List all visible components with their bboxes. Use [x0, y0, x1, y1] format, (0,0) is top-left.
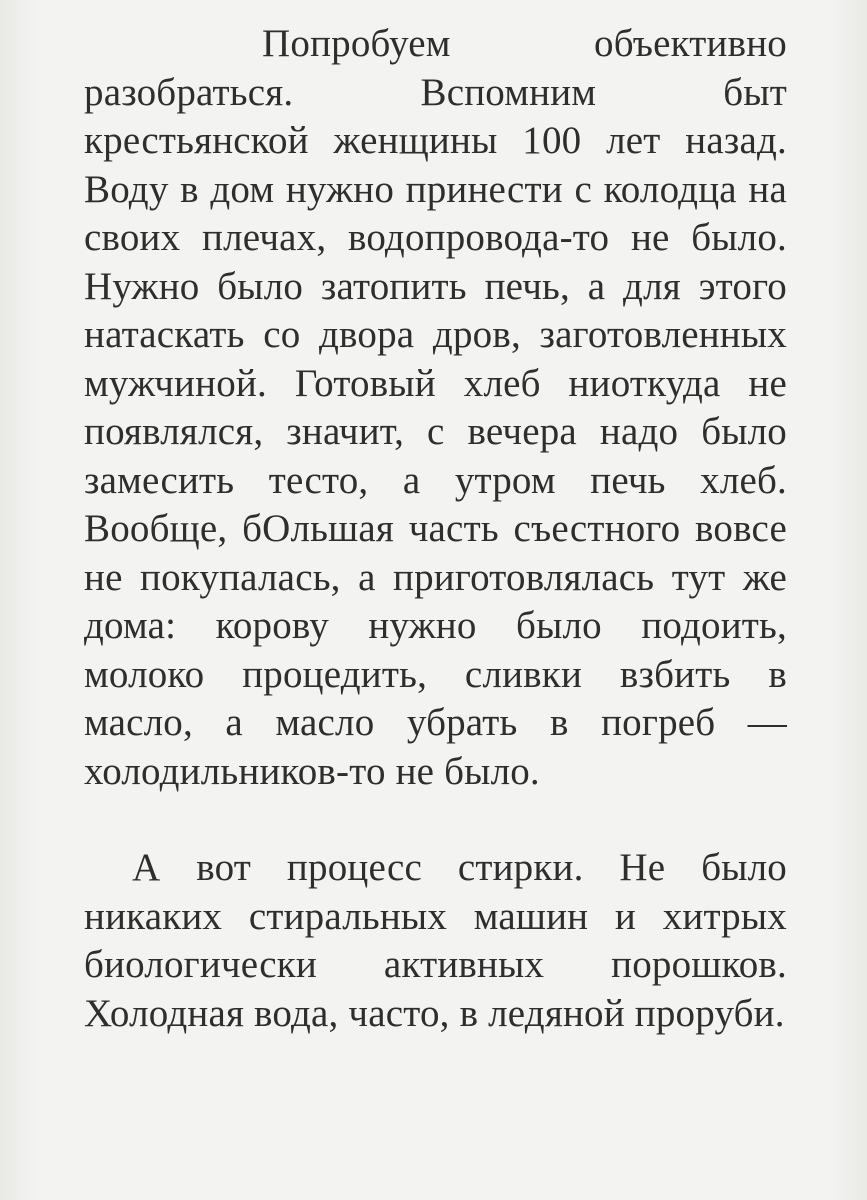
paragraph-2: А вот процесс стирки. Не было никаких стиральных машин и хитрых биологически активных порошков. Холодная вода, часто, в ледяной проруби.	[84, 846, 787, 1035]
text-column	[84, 20, 787, 1038]
paragraph-1: Попробуем объективно разобраться. Вспомним быт крестьянской женщины 100 лет назад. Воду в дом нужно принести с колодца на своих плечах, водопровода-то не было. Нужно было затопить печь, а для этого натаскать со двора дров, заготовленных мужчиной. Готовый хлеб ниоткуда не появлялся, значит, с вечера надо было замесить тесто, а утром печь хлеб. Вообще, бОльшая часть съестного вовсе не покупалась, а приготовлялась тут же дома: корову нужно было подоить, молоко процедить, сливки взбить в масло, а масло убрать в погреб — холодильников-то не было.	[84, 22, 787, 793]
page-edge-right	[831, 0, 867, 1200]
page-edge-left	[0, 0, 36, 1200]
